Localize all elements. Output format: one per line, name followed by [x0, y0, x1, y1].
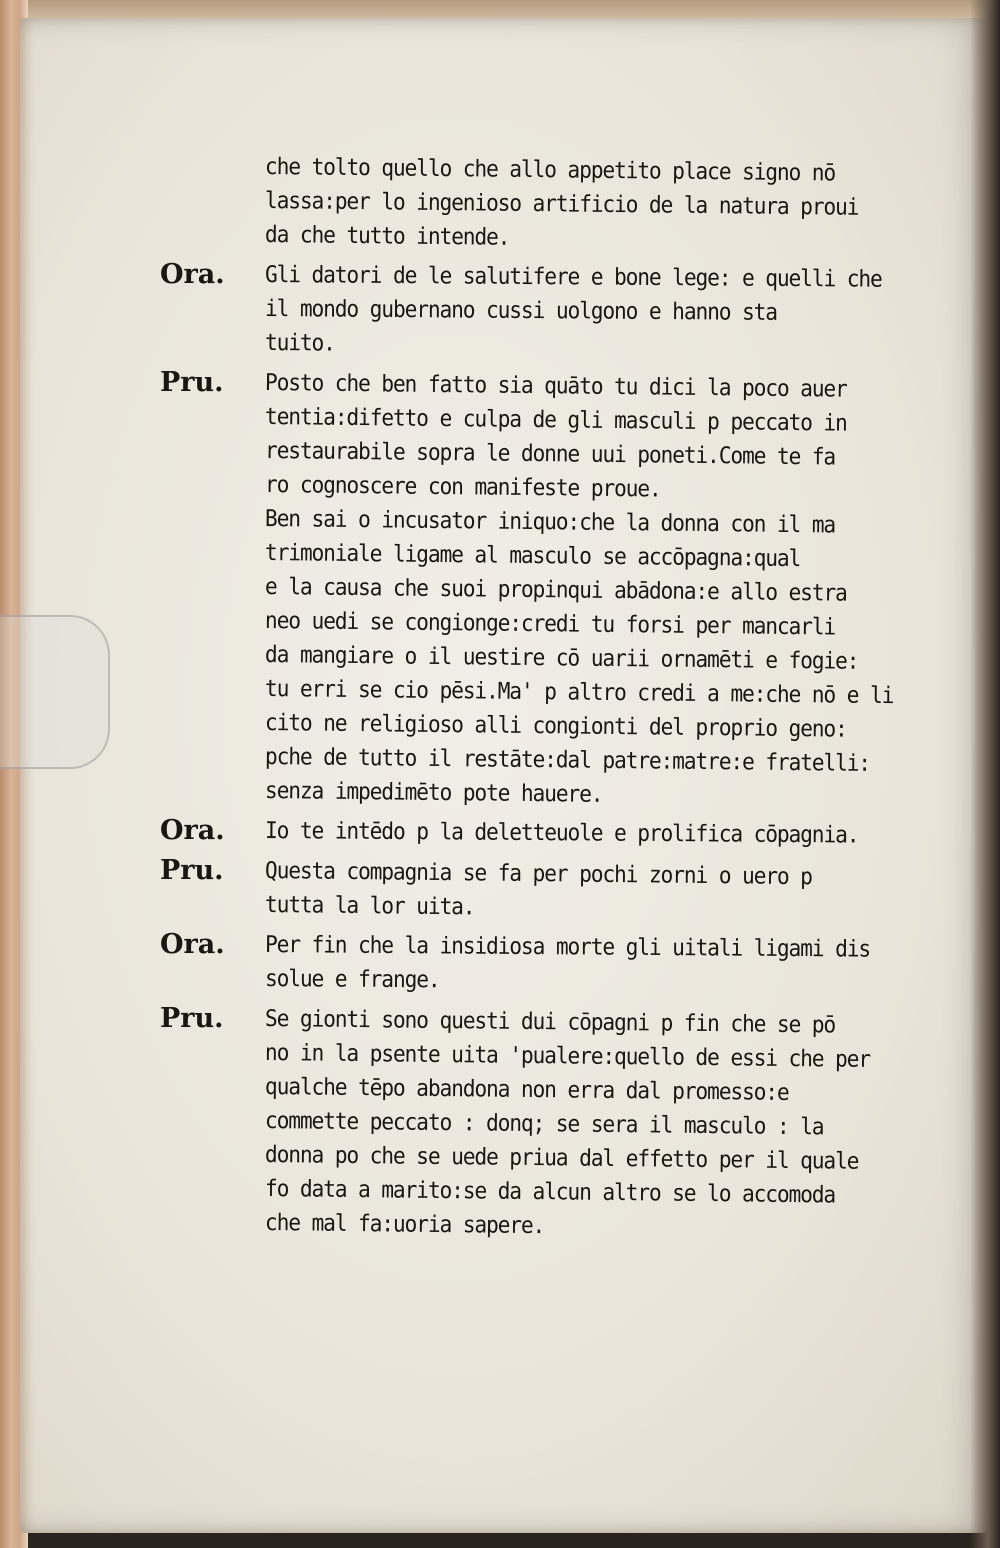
text-line: da che tutto intende.	[264, 222, 510, 251]
page-clip	[0, 615, 110, 769]
dialogue-lines	[265, 366, 950, 808]
speaker-label: Ora.	[160, 259, 225, 290]
text-line: donna po che se uede priua dal effetto per il quale	[264, 1142, 859, 1175]
speaker-label: Pru.	[160, 1003, 224, 1034]
dialogue-entry	[160, 928, 950, 996]
text-line: tutta la lor uita.	[264, 892, 475, 921]
dialogue-entry	[160, 366, 950, 808]
text-line: tuito.	[264, 330, 335, 357]
dialogue-entry	[160, 854, 950, 922]
text-line: solue e frange.	[264, 966, 440, 994]
text-line: senza impedimēto pote hauere.	[264, 778, 603, 808]
dialogue-entry	[160, 150, 950, 252]
text-line: Ben sai o incusator iniquo:che la donna con il ma	[264, 506, 836, 539]
dialogue-lines	[265, 928, 950, 996]
text-line: il mondo gubernano cussi uolgono e hanno sta	[264, 296, 778, 326]
dialogue-lines	[265, 814, 950, 848]
text-line: neo uedi se congionge:credi tu forsi per mancarli	[264, 608, 836, 641]
text-line: tu erri se cio pēsi.Ma' p altro credi a me:che nō e li	[264, 676, 894, 710]
text-line: Questa compagnia se fa per pochi zorni o uero p	[264, 858, 812, 891]
text-line: lassa:per lo ingenioso artificio de la natura proui	[264, 188, 859, 221]
text-line: fo data a marito:se da alcun altro se lo accomoda	[264, 1176, 836, 1209]
text-line: restaurabile sopra le donne uui poneti.Come te fa	[264, 438, 836, 471]
text-line: che tolto quello che allo appetito place signo nō	[264, 154, 836, 187]
speaker-label: Pru.	[160, 367, 224, 398]
dialogue-lines	[265, 1002, 950, 1240]
dialogue-entry	[160, 1002, 950, 1240]
page-text	[160, 150, 950, 1246]
text-line: pche de tutto il restāte:dal patre:matre:e fratelli:	[264, 744, 871, 777]
text-line: tentia:difetto e culpa de gli masculi p peccato in	[264, 404, 847, 437]
text-line: da mangiare o il uestire cō uarii ornamēti e fogie:	[264, 642, 859, 675]
speaker-label: Ora.	[160, 929, 225, 960]
text-line: trimoniale ligame al masculo se accōpagna:qual	[264, 540, 801, 573]
dialogue-entry	[160, 814, 950, 848]
text-line: Se gionti sono questi dui cōpagni p fin che se pō	[264, 1006, 836, 1039]
text-line: e la causa che suoi propinqui abādona:e allo estra	[264, 574, 847, 607]
dialogue-lines	[265, 258, 950, 360]
dialogue-lines	[265, 150, 950, 252]
text-line: Per fin che la insidiosa morte gli uitali ligami dis	[264, 932, 871, 963]
text-line: Io te intēdo p la delettеuole e prolifica cōpagnia.	[264, 818, 859, 849]
text-line: no in la psente uita 'pualere:quello de essi che per	[264, 1040, 871, 1073]
text-line: qualche tēpo abandona non erra dal promesso:e	[264, 1074, 789, 1106]
text-line: Posto che ben fatto sia quāto tu dici la poco auer	[264, 370, 847, 403]
dialogue-lines	[265, 854, 950, 922]
text-line: Gli datori de le salutifere e bone lege: e quelli che	[264, 262, 882, 293]
text-line: cito ne religioso alli congionti del proprio geno:	[264, 710, 847, 743]
dialogue-entry	[160, 258, 950, 360]
speaker-label: Pru.	[160, 855, 224, 886]
text-line: che mal fa:uoria sapere.	[264, 1210, 545, 1240]
text-line: commette peccato : donq; se sera il masculo : la	[264, 1108, 824, 1141]
text-line: ro cognoscere con manifeste proue.	[264, 472, 661, 503]
speaker-label: Ora.	[160, 815, 225, 846]
page-edge-shadow	[970, 0, 1000, 1548]
